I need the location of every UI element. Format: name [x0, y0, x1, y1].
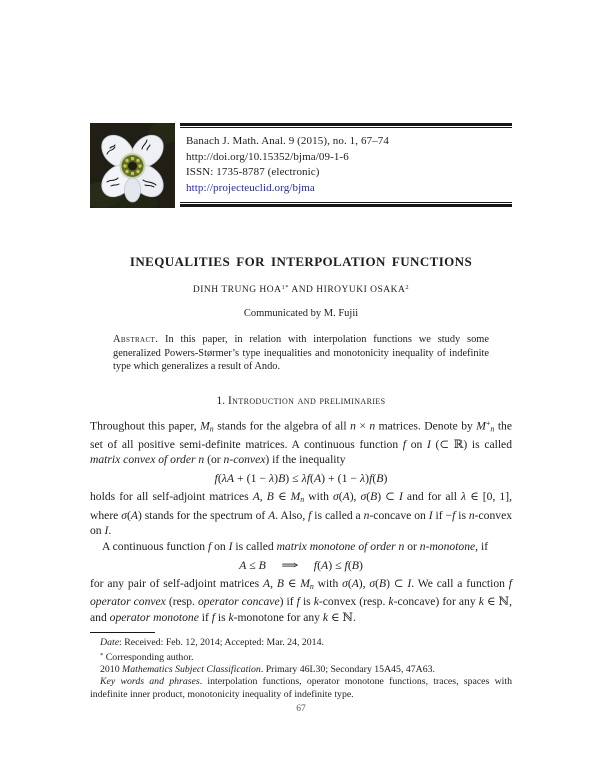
footnote-keywords: Key words and phrases. interpolation functions, operator monotone functions, traces, spaces with indefinite inner product, monotonicity inequality of indefinite type.	[90, 676, 512, 700]
paragraph-3: A continuous function f on I is called matrix monotone of order n or n-monotone, if	[102, 539, 489, 553]
journal-reference: Banach J. Math. Anal. 9 (2015), no. 1, 67–74	[186, 135, 389, 147]
display-formula-2: A ≤ B ⇒ f(A) ≤ f(B)	[239, 558, 363, 573]
abstract: Abstract. In this paper, in relation with interpolation functions we study some generalized Powers-Størmer’s type inequalities and monotonicity inequality of indefinite type which generalizes a result of Ando.	[113, 333, 489, 373]
footnote-msc: 2010 Mathematics Subject Classification. Primary 46L30; Secondary 15A45, 47A63.	[100, 664, 435, 675]
journal-issn: ISSN: 1735-8787 (electronic)	[186, 166, 320, 179]
footnote-rule	[90, 632, 155, 633]
footnote-date: Date: Received: Feb. 12, 2014; Accepted: Mar. 24, 2014.	[100, 637, 324, 649]
display-formula-1: f(λA + (1 − λ)B) ≤ λf(A) + (1 − λ)f(B)	[214, 471, 388, 486]
paper-title: INEQUALITIES FOR INTERPOLATION FUNCTIONS	[129, 254, 473, 269]
journal-header	[90, 123, 512, 208]
journal-info-block	[180, 123, 512, 207]
paragraph-4: for any pair of self-adjoint matrices A, B ∈ Mn with σ(A), σ(B) ⊂ I. We call a function f operator convex (resp. operator concave) if f is k-convex (resp. k-concave) for any k ∈ ℕ, and operator monotone if f is k-monotone for any k ∈ ℕ.	[90, 577, 513, 624]
footnotes	[90, 637, 512, 701]
journal-url-link[interactable]: http://projecteuclid.org/bjma	[186, 181, 315, 194]
flower-logo-image	[90, 123, 175, 208]
page-number: 67	[296, 704, 306, 715]
section-heading: 1. Introduction and preliminaries	[216, 394, 386, 407]
paragraph-1: Throughout this paper, Mn stands for the algebra of all n × n matrices. Denote by M+n the set of all positive semi-definite matrices. A continuous function f on I (⊂ ℝ) is called matrix convex of order n (or n-convex) if the inequality	[90, 418, 512, 467]
journal-doi: http://doi.org/10.15352/bjma/09-1-6	[186, 150, 349, 163]
double-rule-bottom	[180, 202, 512, 207]
journal-info-text	[180, 128, 512, 202]
paragraph-2: holds for all self-adjoint matrices A, B ∈ Mn with σ(A), σ(B) ⊂ I and for all λ ∈ [0, 1], where σ(A) stands for the spectrum of A. Also, f is called a n-concave on I if −f is n-convex on I.	[90, 490, 513, 538]
communicated-by: Communicated by M. Fujii	[243, 307, 359, 319]
authors-line: DINH TRUNG $HOA^{1*}$ AND HIROYUKI OSAKA$^2$	[192, 284, 410, 295]
footnote-corresponding-author: * Corresponding author.	[100, 651, 194, 663]
